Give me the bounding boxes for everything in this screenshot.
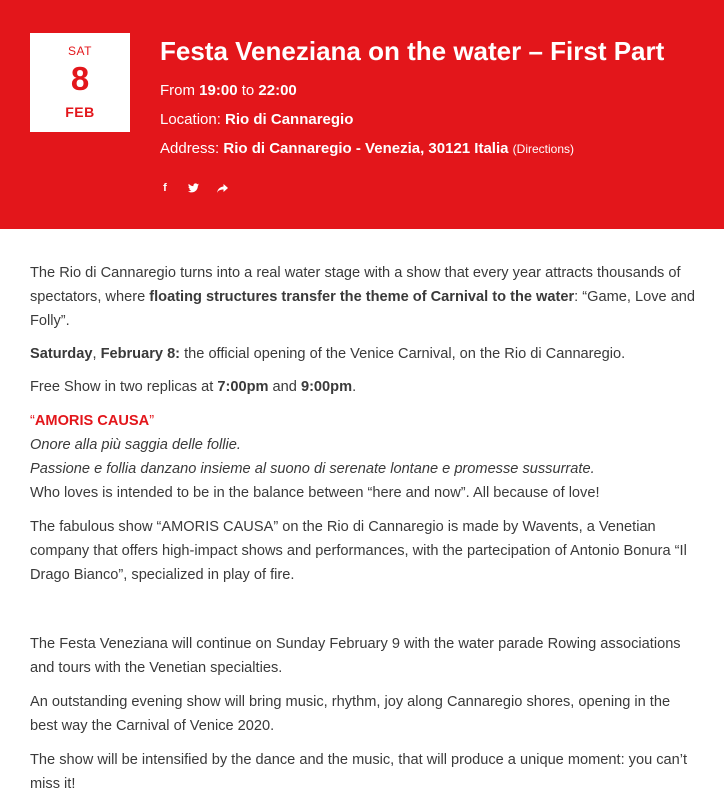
address-label: Address: [160,140,224,157]
love-line: Who loves is intended to be in the balance between “here and now”. All because of love! [30,485,600,501]
quote-open: “ [30,413,35,429]
date-badge [30,33,130,132]
showtime-2: 9:00pm [300,379,353,395]
paragraph-wavents: The fabulous show “AMORIS CAUSA” on the Rio di Cannaregio is made by Wavents, a Venetian company that offers high-impact shows and performances, with the partecipation of Antonio Bonura “Il Drago Bianco”, specialized in play of fire. [30,519,687,583]
date-weekday: SAT [68,44,92,58]
italian-line-1: Onore alla più saggia delle follie. [30,437,241,453]
facebook-icon[interactable]: f [163,182,167,194]
time-sep: to [237,82,259,99]
share-icon[interactable] [217,182,227,194]
showtimes-period: . [352,379,357,395]
twitter-icon[interactable] [188,182,198,194]
paragraph-amoris-causa [30,409,700,505]
showtimes-text: Free Show in two replicas at [30,379,218,395]
time-end: 22:00 [258,82,297,99]
italian-line-2: Passione e follia danzano insieme al suono di serenate lontane e promesse sussurrate. [30,461,595,477]
opening-day: Saturday [30,346,93,362]
event-location [160,111,353,128]
intro-text: The Rio di Cannaregio turns into a real water stage with a show that every year attracts thousands of spectators, where [30,265,681,305]
address-value: Rio di Cannaregio - Venezia, 30121 Italia [223,140,509,157]
opening-date: February 8: [100,346,181,362]
paragraph-intro [30,261,700,333]
paragraph-evening-show: An outstanding evening show will bring music, rhythm, joy along Cannaregio shores, opening in the best way the Carnival of Venice 2020. [30,694,671,734]
event-header [0,0,724,229]
time-prefix: From [160,82,200,99]
location-link[interactable]: Rio di Cannaregio [225,111,354,128]
time-start: 19:00 [199,82,238,99]
quote-close: ” [149,413,155,429]
show-title [30,413,154,429]
location-label: Location: [160,111,226,128]
event-title: Festa Veneziana on the water – First Part [160,36,665,66]
date-day: 8 [70,60,90,97]
directions-link[interactable]: (Directions) [512,142,574,156]
opening-text: the official opening of the Venice Carnival, on the Rio di Cannaregio. [180,346,626,362]
intro-highlight: floating structures transfer the theme of Carnival to the water [149,289,575,305]
paragraph-showtimes [30,375,700,399]
opening-comma: , [92,346,101,362]
intro-theme: : “Game, Love and Folly”. [30,289,696,329]
paragraph-dance: The show will be intensified by the dance and the music, that will produce a unique moment: you can’t miss it! [30,752,688,792]
paragraph-opening [30,342,700,366]
date-month: FEB [65,104,95,120]
social-share-bar [160,178,241,194]
paragraph-sunday: The Festa Veneziana will continue on Sunday February 9 with the water parade Rowing associations and tours with the Venetian specialties. [30,636,681,676]
event-address [160,140,574,157]
showtime-1: 7:00pm [217,379,269,395]
event-time [160,82,297,99]
showtimes-and: and [268,379,301,395]
show-title-text: AMORIS CAUSA [34,413,150,429]
